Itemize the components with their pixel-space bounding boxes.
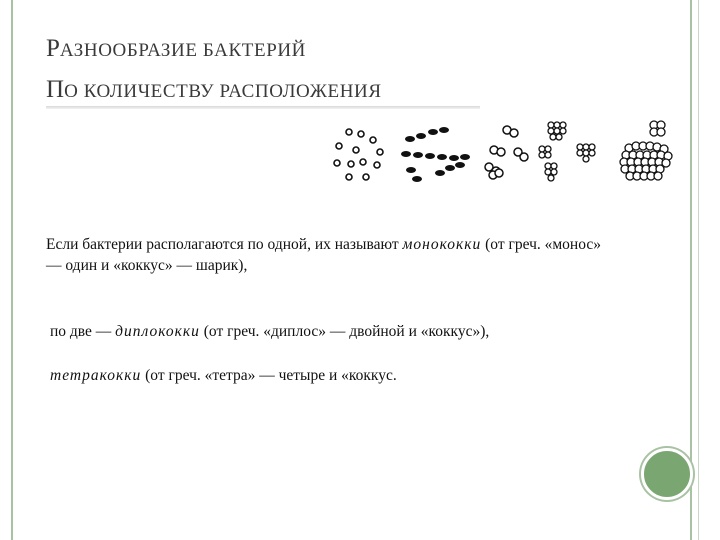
p3-text-b: (от греч. «тетра» — четыре и «коккус. (141, 367, 397, 384)
tetracocci-group (539, 122, 595, 181)
bacteria-arrangement-illustration (325, 115, 680, 195)
title-underline (46, 106, 480, 109)
decorative-circle (641, 448, 693, 500)
paragraph-tetracocci (50, 365, 650, 386)
title-2-initial: П (46, 76, 65, 103)
diplococci-group (485, 126, 528, 179)
title-1-initial: Р (46, 35, 60, 62)
term-tetracocci: тетракокки (50, 367, 142, 384)
slide-title-line-2 (46, 76, 382, 104)
paragraph-monococci (46, 234, 606, 276)
title-1-rest: АЗНООБРАЗИЕ БАКТЕРИЙ (59, 40, 307, 61)
title-2-rest: О КОЛИЧЕСТВУ РАСПОЛОЖЕНИЯ (64, 81, 382, 102)
frame-right-line (690, 0, 692, 540)
paragraph-diplococci (50, 321, 650, 342)
frame-right-outer-line (698, 0, 699, 540)
p2-text-a: по две — (50, 323, 116, 340)
p2-text-b: (от греч. «диплос» — двойной и «коккус»), (199, 323, 490, 340)
p1-text-a: Если бактерии располагаются по одной, их называют (46, 236, 403, 253)
streptococci-group (401, 127, 470, 182)
sarcina-group (620, 121, 672, 180)
frame-left-line (11, 0, 13, 540)
slide-title-line-1 (46, 35, 306, 63)
term-diplococci: диплококки (115, 323, 200, 340)
monococci-group (334, 129, 383, 180)
p1-text-b: (от греч. «монос» — один и «коккус» — шарик), (46, 236, 601, 274)
term-monococci: монококки (402, 236, 482, 253)
